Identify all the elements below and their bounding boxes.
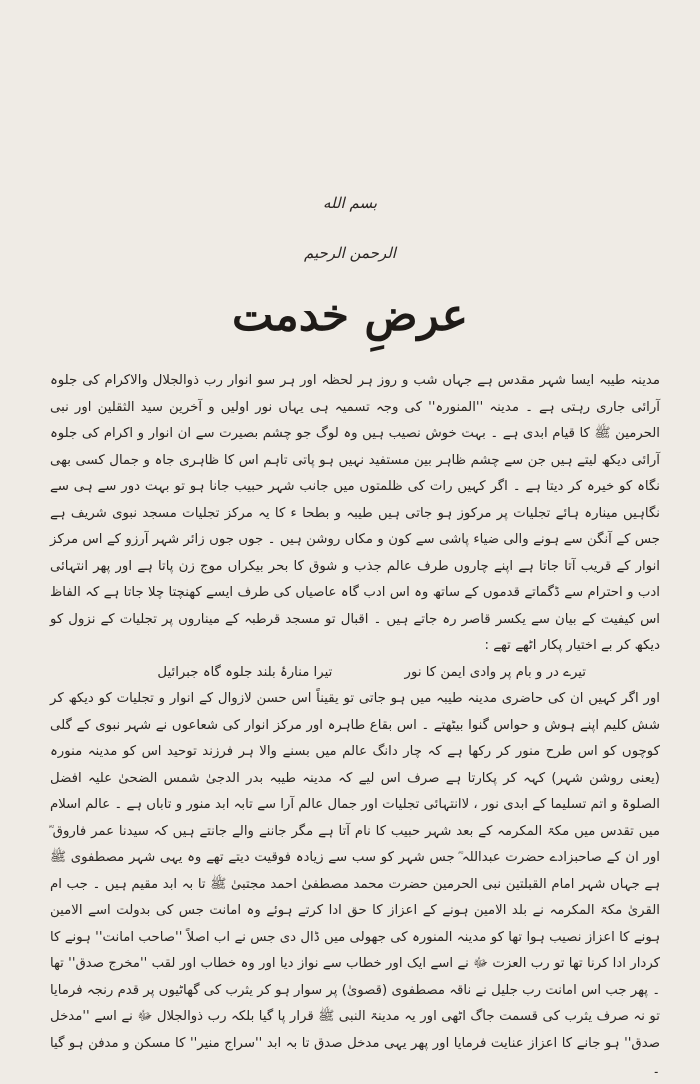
page-title: عرضِ خدمت bbox=[231, 290, 469, 341]
bismillah-calligraphy: بسم الله الرحمن الرحيم bbox=[304, 194, 396, 262]
body-text bbox=[50, 368, 660, 1077]
paragraph-2: اور اگر کہیں ان کی حاضری مدینہ طیبہ میں ہو جاتی تو یقیناً اس حسن لازوال کے انوار و تجلیات کو دیکھ کر شش کلیم اپنے ہوش و حواس گنوا بیٹھتے ۔ اس بقاع طاہرہ اور مرکز انوار کی شعاعوں نے شہر نبوی کے گلی کوچوں کو اس طرح منور کر رکھا ہے کہ چار دانگ عالم میں بسنے والا ہر فرزند توحید اس کو مدینہ منورہ (یعنی روشن شہر) کہہ کر پکارتا ہے صرف اس لیے کہ مدینہ طیبہ بدر الدجیٰ شمس الضحیٰ علیہ افضل الصلوۃ و اتم تسلیما کے ابدی نور ، لاانتہائی تجلیات اور جمال عالم آرا سے تابہ ابد منور و تاباں ہے ۔ عالم اسلام میں تقدس میں مکۃ المکرمہ کے بعد شہر حبیب کا نام آتا ہے مگر جاننے والے جانتے ہیں کہ سیدنا عمر فاروق ؓ اور ان کے صاحبزادے حضرت عبداللہ ؓ جس شہر کو سب سے زیادہ فوقیت دیتے تھے وہ یہی شہر مصطفوی ﷺ ہے جہاں شہر امام القبلتین نبی الحرمین حضرت محمد مصطفیٰ احمد مجتبیٰ ﷺ تا بہ ابد مقیم ہیں ۔ جب ام القریٰ مکۃ المکرمہ نے بلد الامین ہونے کے اعزاز کا حق ادا کرتے ہوئے وہ امانت جس کی بدولت اسے الامین ہونے کا اعزاز نصیب ہوا تھا کو مدینہ المنورہ کی جھولی میں ڈال دی جس نے اب اصلاً ''صاحب امانت'' ہونے کا کردار ادا کرنا تھا تو رب العزت ﷻ نے اسے ایک اور خطاب سے نواز دیا اور وہ خطاب اور لقب ''مخرج صدق'' تھا ۔ پھر جب اس امانت رب جلیل نے ناقہ مصطفوی (قصویٰ) پر سوار ہو کر یثرب کی گھاٹیوں پر قدم رنجہ فرمایا تو نہ صرف یثرب کی قسمت جاگ اٹھی اور یہ مدینۃ النبی ﷺ قرار پا گیا بلکہ رب ذوالجلال ﷻ نے اسے ''مدخل صدق'' ہو جانے کا اعزاز عنایت فرمایا اور پھر یہی مدخل صدق تا بہ ابد ''سراج منیر'' کا مسکن و مدفن ہو گیا ۔ bbox=[50, 691, 660, 1077]
paragraph-1: مدینہ طیبہ ایسا شہر مقدس ہے جہاں شب و روز ہر لحظہ اور ہر سو انوار رب ذوالجلال والاکرام کی جلوہ آرائی جاری رہتی ہے ۔ مدینہ ''المنورہ'' کی وجہ تسمیہ ہی یہاں نور اولیں و آخرین سید الثقلین اور نبی الحرمین ﷺ کا قیام ابدی ہے ۔ بہت خوش نصیب ہیں وہ لوگ جو چشم بصیرت سے ان انوار و اکرام کی جلوہ آرائی دیکھ لیتے ہیں جن سے چشم ظاہر بین مستفید نہیں ہو پاتی تاہم اس کا ظاہری جاہ و جمال کسی بھی نگاہ کو خیرہ کر دیتا ہے ۔ اگر کہیں رات کی ظلمتوں میں جانب شہر حبیب جانا ہو تو بہت دور سے ہی سے نگاہیں مینارہ ہائے تجلیات پر مرکوز ہو جاتی ہیں طیبہ و بطحا ء کا یہ مرکز تجلیات مسجد نبوی شریف ہے جس کے آنگن سے ہونے والی ضیاء پاشی سے کون و مکاں روشن ہیں ۔ جوں جوں زائر شہر آرزو کے اس مرکز انوار کے قریب آتا جاتا ہے اپنے چاروں طرف عالم جذب و شوق کا بحر بیکراں موج زن پاتا ہے اور پھر انتہائی ادب و احترام سے ڈگماتے قدموں کے ساتھ وہ اس ادب گاہ عاصیاں کی طرف ایسے کھنچتا چلا جاتا ہے کہ الفاظ اس کیفیت کے بیان سے یکسر قاصر رہ جاتے ہیں ۔ اقبال تو مسجد قرطبہ کے میناروں پر تجلیات کے نزول کو دیکھ کر بے اختیار پکار اٹھے تھے : bbox=[50, 373, 660, 653]
poetry-verse bbox=[50, 660, 660, 687]
verse-hemistich-right: تیرے در و بام پر وادی ایمن کا نور bbox=[404, 664, 586, 680]
verse-hemistich-left: تیرا منارۂ بلند جلوہ گاہ جبرائیل bbox=[157, 664, 333, 680]
